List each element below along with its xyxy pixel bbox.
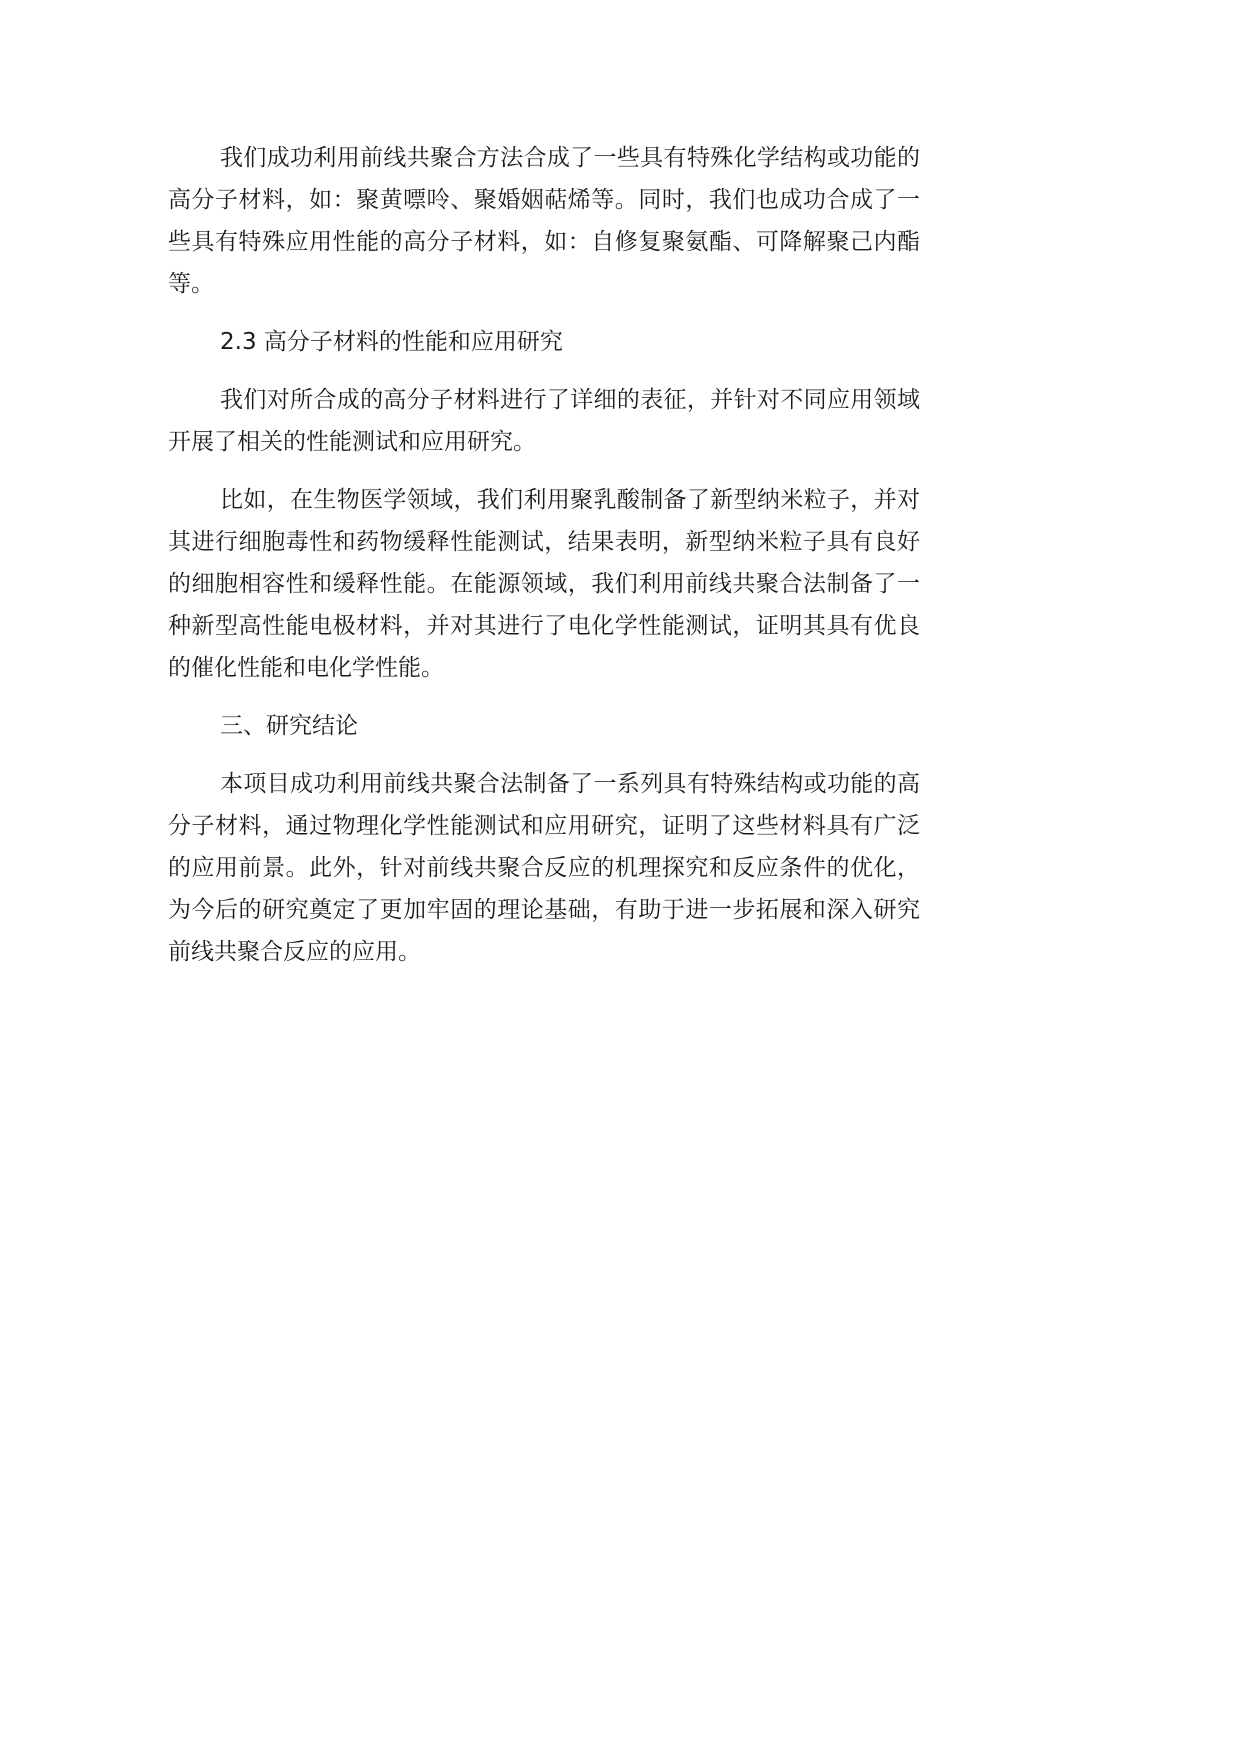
paragraph-characterization: 我们对所合成的高分子材料进行了详细的表征，并针对不同应用领域开展了相关的性能测试和应用研究。 (168, 387, 920, 455)
section-heading-2-3: 2.3 高分子材料的性能和应用研究 (220, 329, 563, 355)
paragraph-synthesis-results: 我们成功利用前线共聚合方法合成了一些具有特殊化学结构或功能的高分子材料，如：聚黄嘌呤、聚婚姻萜烯等。同时，我们也成功合成了一些具有特殊应用性能的高分子材料，如：自修复聚氨酯、可降解聚己内酯等。 (168, 145, 920, 297)
paragraph-application-examples: 比如，在生物医学领域，我们利用聚乳酸制备了新型纳米粒子，并对其进行细胞毒性和药物缓释性能测试，结果表明，新型纳米粒子具有良好的细胞相容性和缓释性能。在能源领域，我们利用前线共聚合法制备了一种新型高性能电极材料，并对其进行了电化学性能测试，证明其具有优良的催化性能和电化学性能。 (168, 487, 920, 681)
section-heading-conclusion: 三、研究结论 (220, 713, 358, 739)
paragraph-conclusion: 本项目成功利用前线共聚合法制备了一系列具有特殊结构或功能的高分子材料，通过物理化学性能测试和应用研究，证明了这些材料具有广泛的应用前景。此外，针对前线共聚合反应的机理探究和反应条件的优化，为今后的研究奠定了更加牢固的理论基础，有助于进一步拓展和深入研究前线共聚合反应的应用。 (168, 771, 920, 965)
document-body (168, 137, 920, 989)
